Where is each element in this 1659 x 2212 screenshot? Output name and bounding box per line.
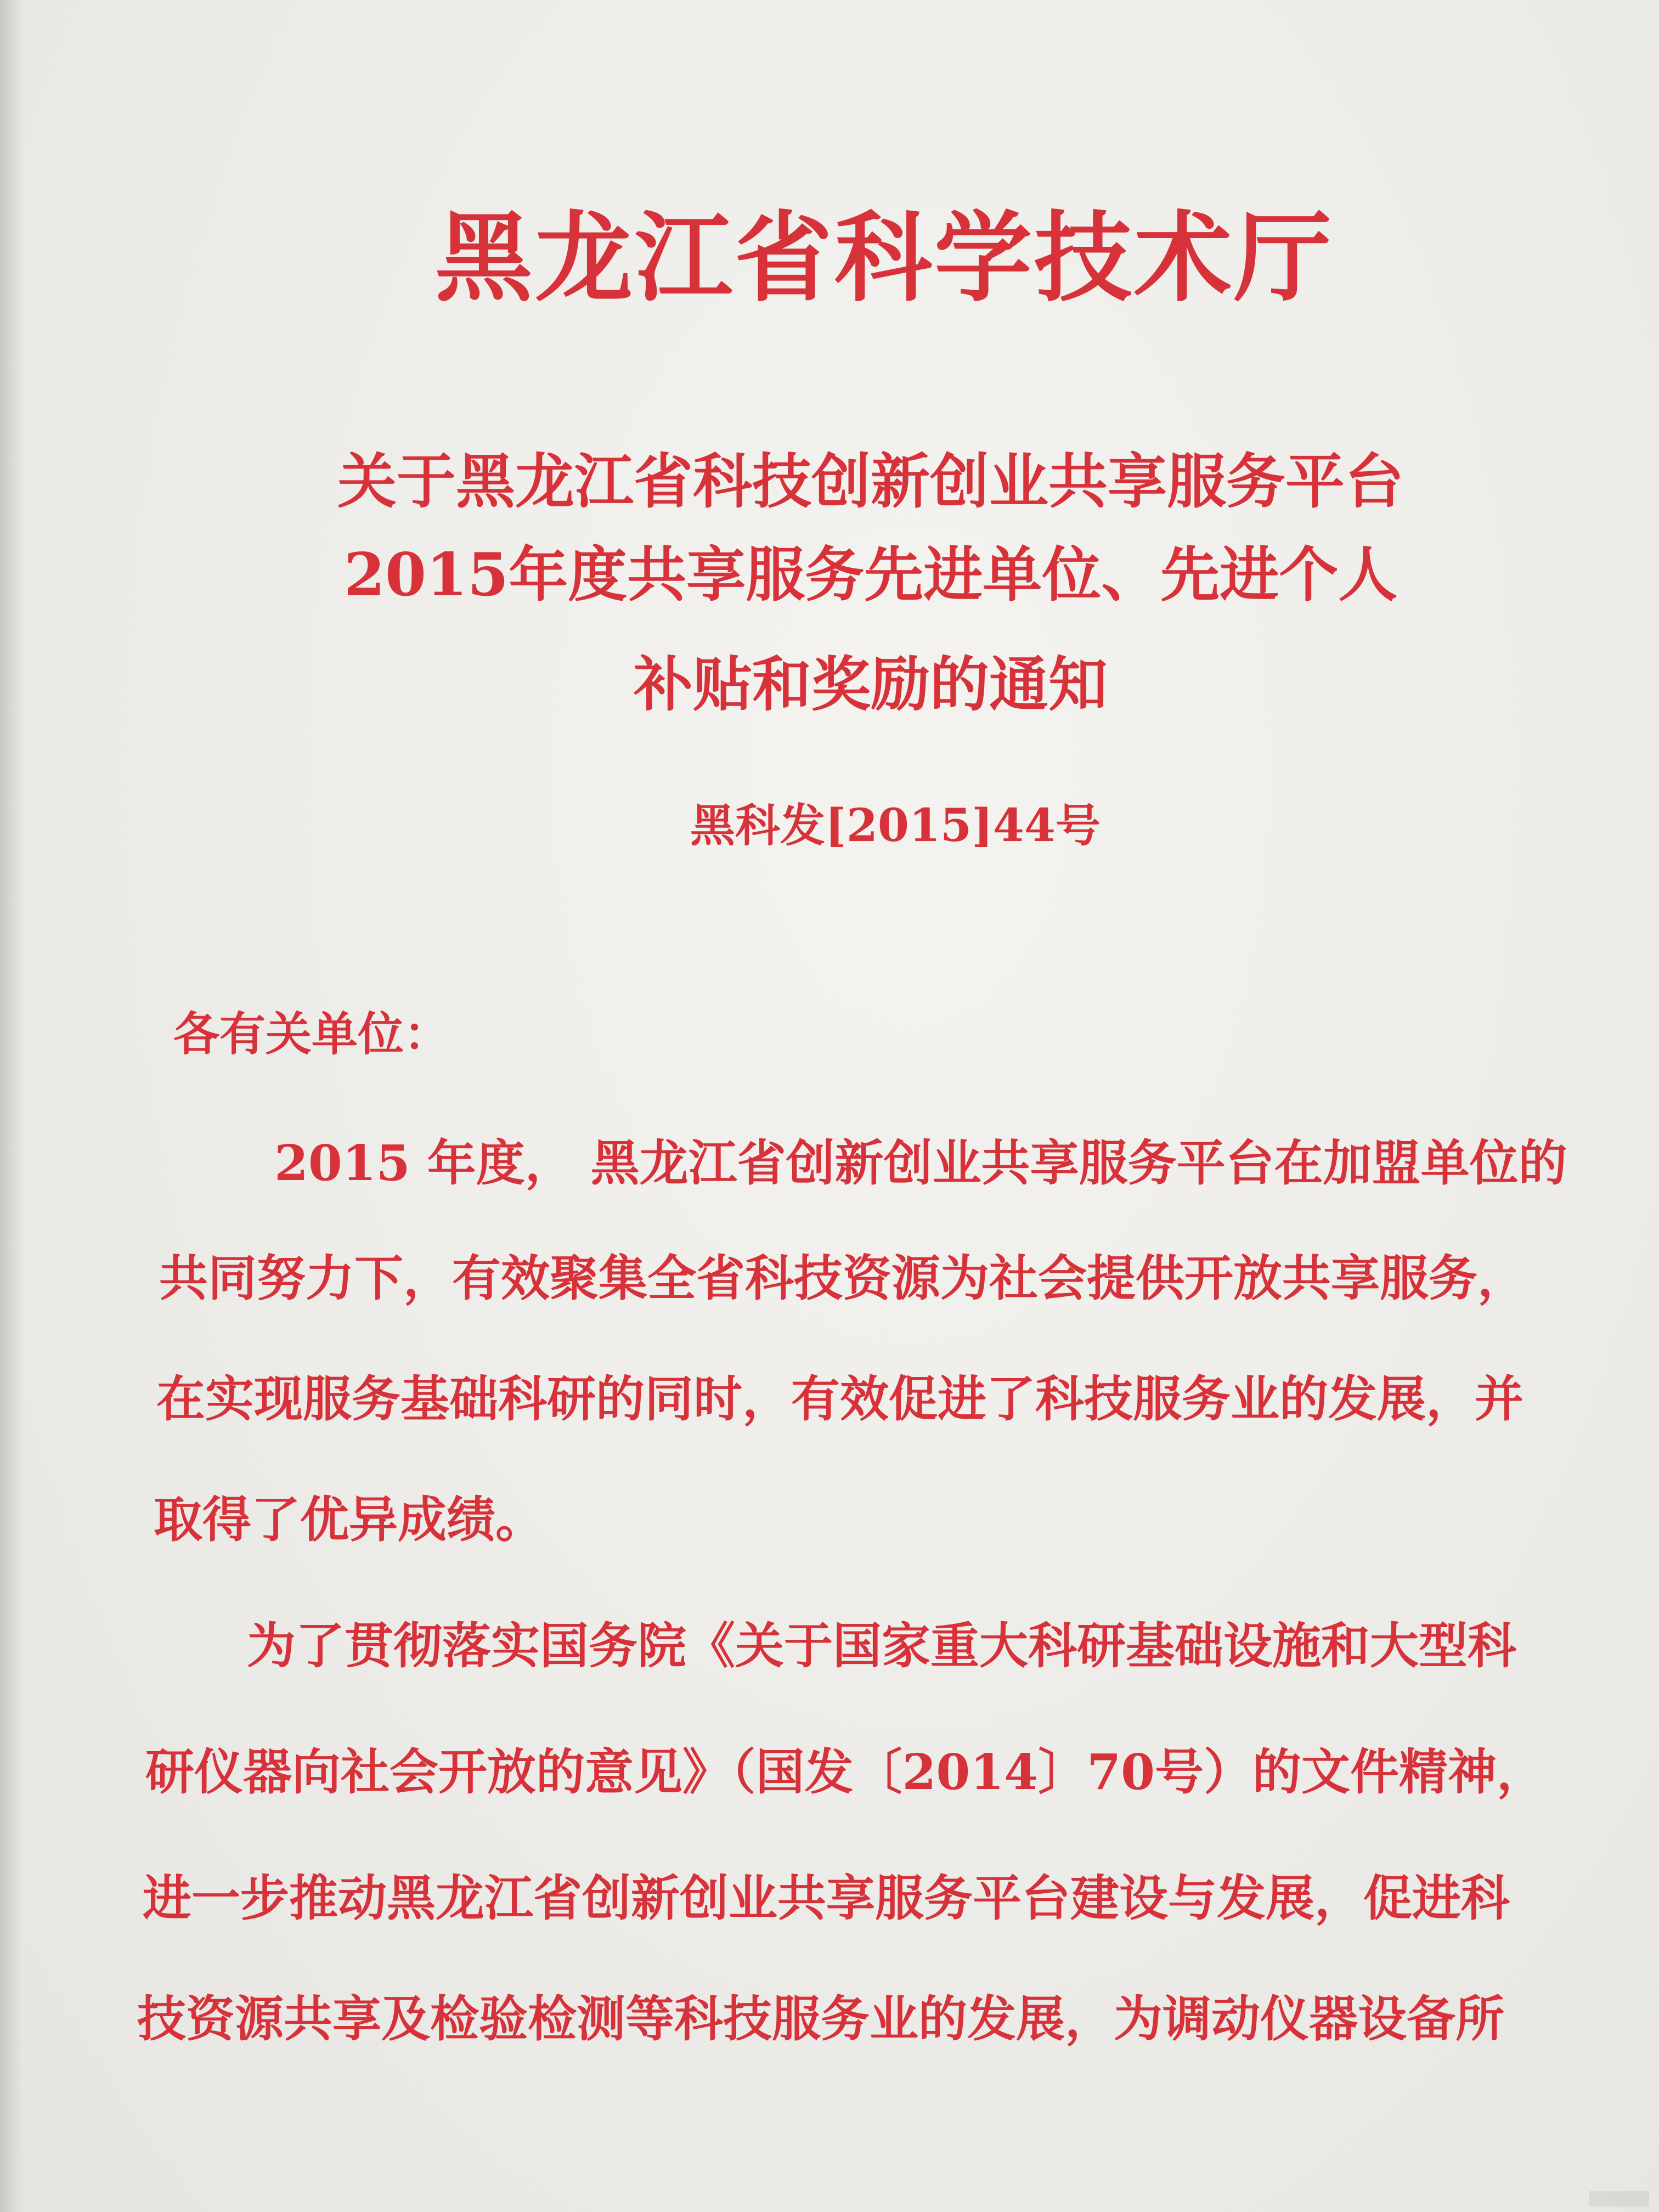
notice-title-line-2: 2015年度共享服务先进单位、先进个人	[343, 540, 1398, 610]
salutation: 各有关单位：	[173, 1007, 450, 1061]
body-line: 进一步推动黑龙江省创新创业共享服务平台建设与发展，促进科	[143, 1869, 1510, 1927]
notice-title-line-1: 关于黑龙江省科技创新创业共享服务平台	[337, 447, 1404, 516]
document-number: 黑科发[2015]44号	[690, 799, 1101, 852]
page-edge-shadow	[0, 0, 24, 2212]
body-line: 研仪器向社会开放的意见》（国发〔2014〕70号）的文件精神，	[145, 1743, 1546, 1801]
body-line: 技资源共享及检验检测等科技服务业的发展，为调动仪器设备所	[137, 1990, 1504, 2047]
body-line: 2015 年度， 黑龙江省创新创业共享服务平台在加盟单位的	[274, 1134, 1567, 1192]
body-line: 共同努力下，有效聚集全省科技资源为社会提供开放共享服务，	[159, 1249, 1526, 1307]
notice-title-line-3: 补贴和奖励的通知	[633, 650, 1108, 719]
body-line: 为了贯彻落实国务院《关于国家重大科研基础设施和大型科	[247, 1617, 1516, 1674]
masthead: 黑龙江省科学技术厅	[435, 200, 1334, 315]
watermark	[1589, 2191, 1649, 2207]
body-line: 在实现服务基础科研的同时，有效促进了科技服务业的发展，并	[156, 1370, 1523, 1427]
body-line: 取得了优异成绩。	[154, 1491, 544, 1548]
